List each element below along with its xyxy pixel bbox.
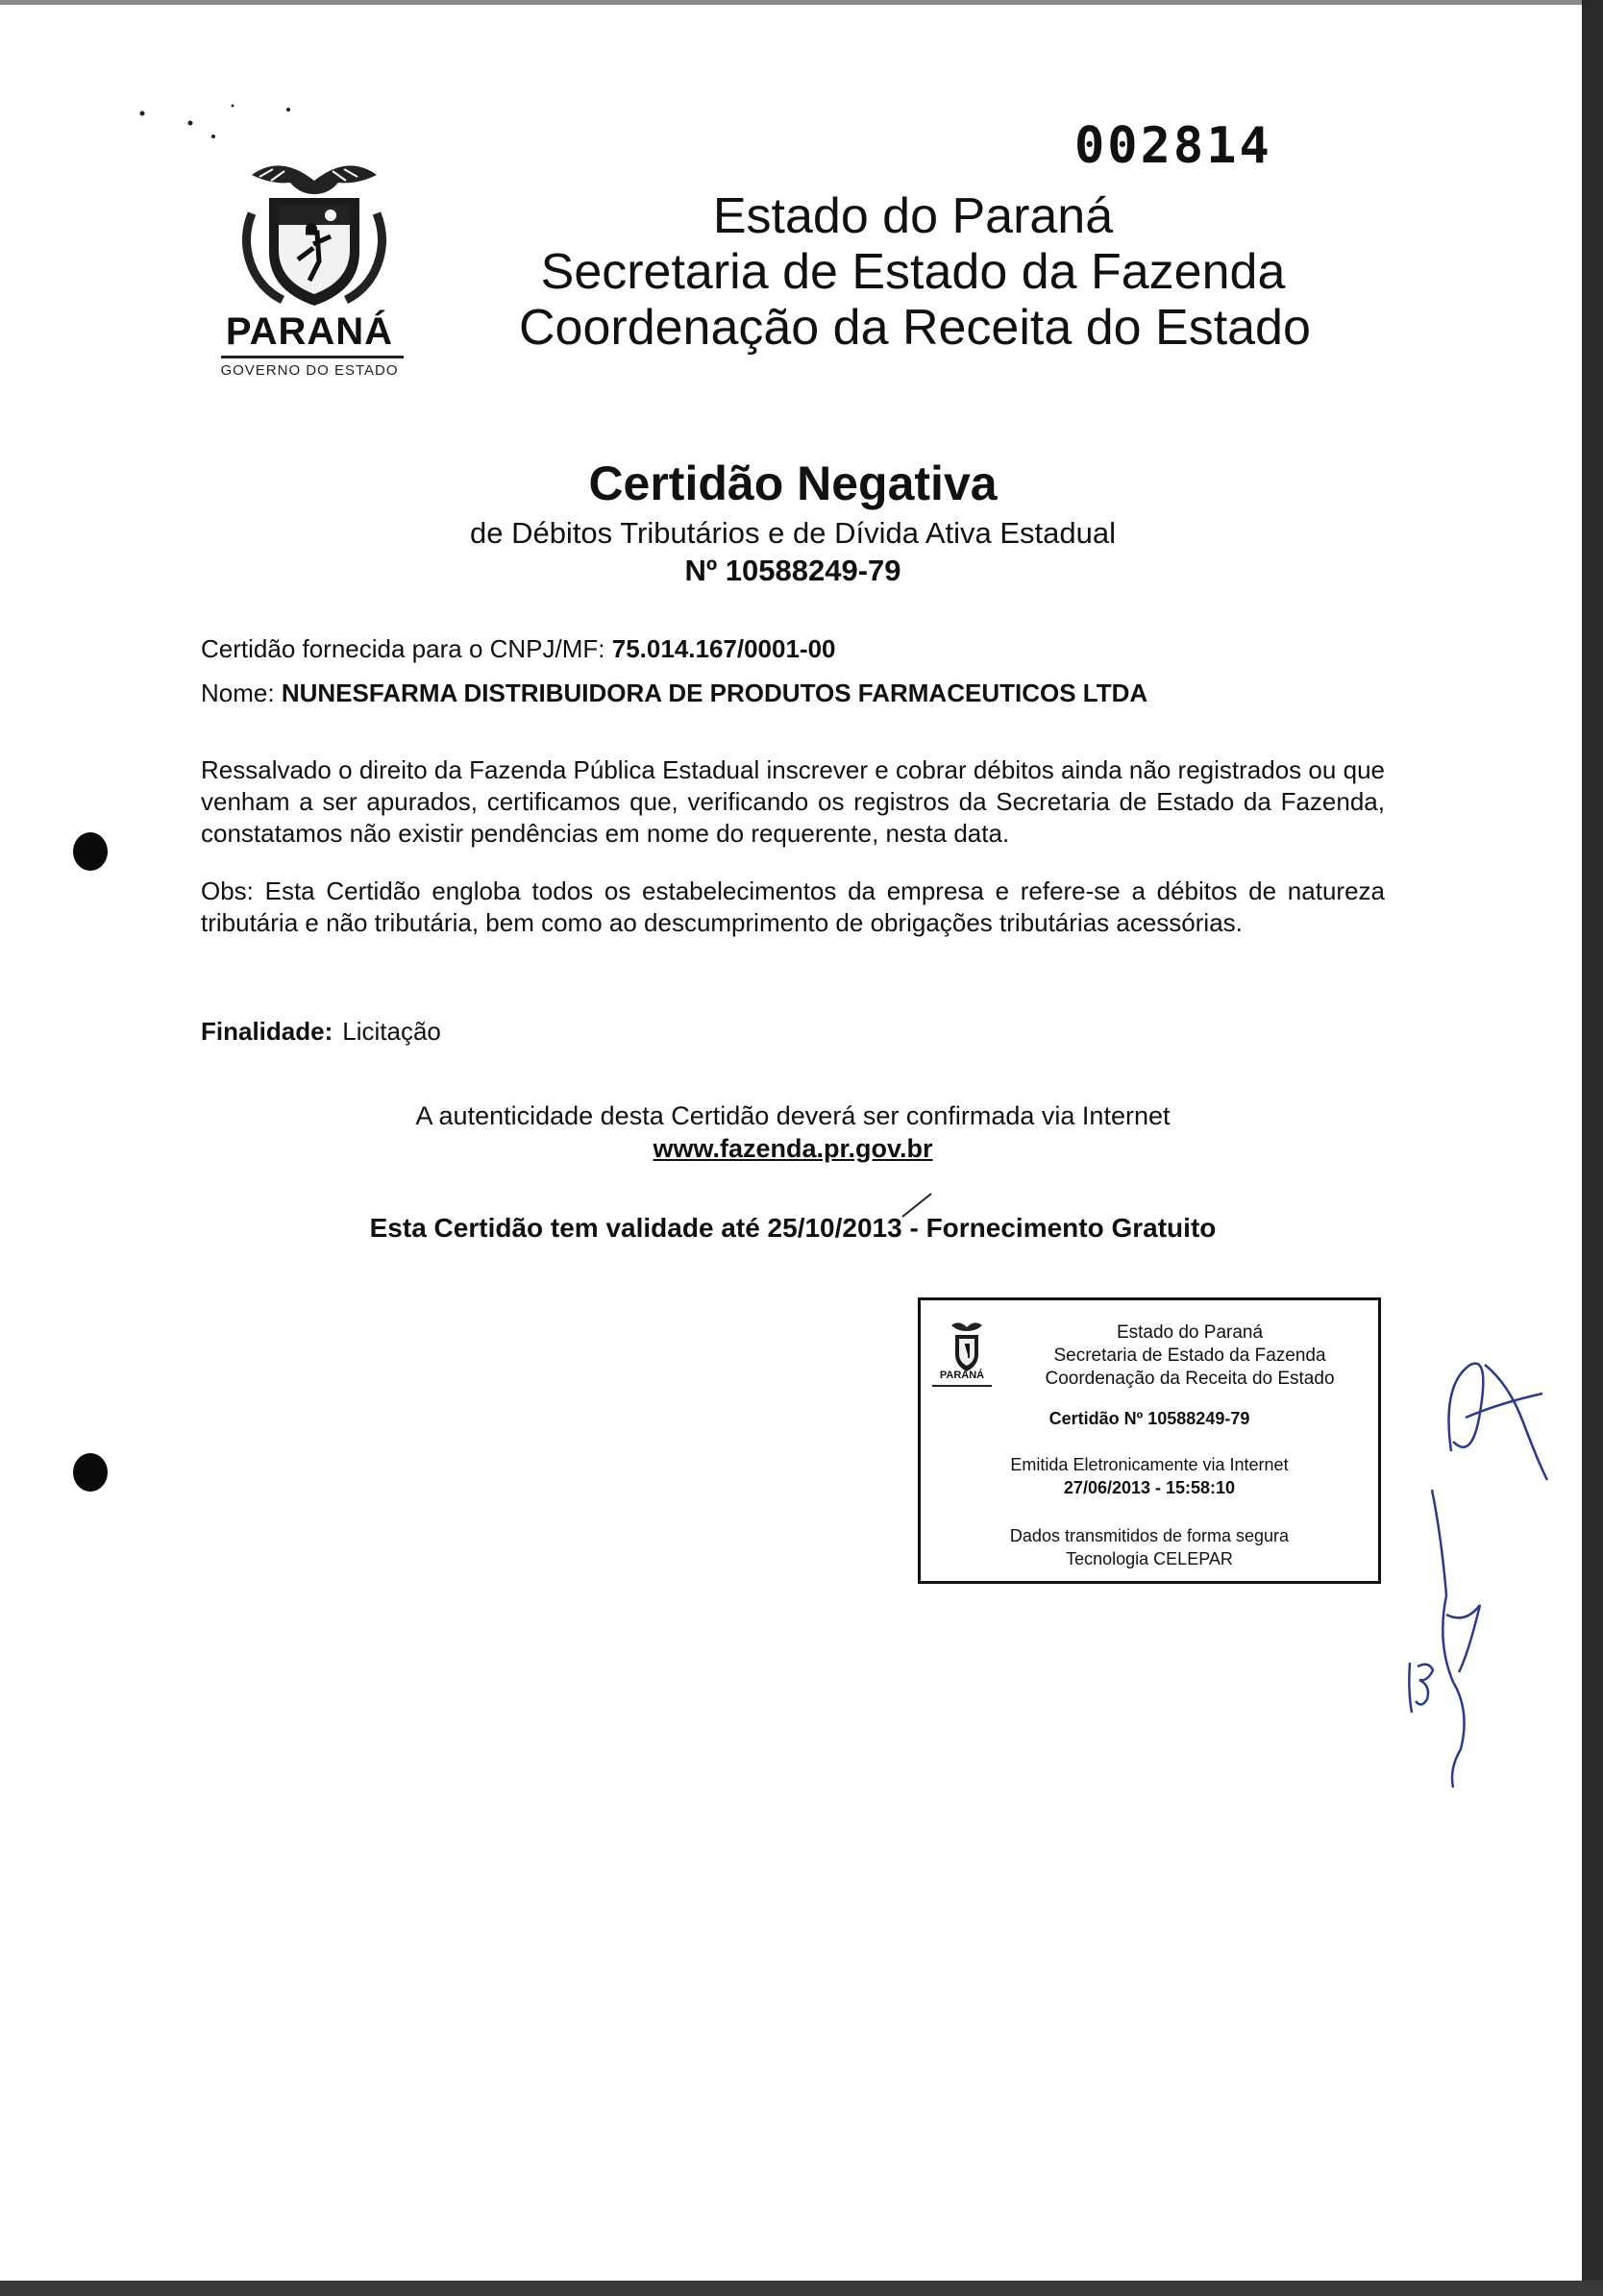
scan-edge-top xyxy=(0,0,1603,5)
stamp-header xyxy=(1012,1321,1368,1391)
header-line-secretariat: Secretaria de Estado da Fazenda xyxy=(540,244,1286,300)
header-line-coordination: Coordenação da Receita do Estado xyxy=(519,300,1311,356)
purpose-label: Finalidade: xyxy=(201,1017,333,1046)
validity-statement: Esta Certidão tem validade até 25/10/2013 - Fornecimento Gratuito xyxy=(369,1213,1217,1243)
declaration-paragraph: Ressalvado o direito da Fazenda Pública Estadual inscrever e cobrar débitos ainda não registrados ou que venham a ser apurados, certificamos que, verificando os registros da Secretaria de Estado da Fazenda, constatamos não existir pendências em nome do requerente, nesta data. xyxy=(201,755,1385,848)
name-value: NUNESFARMA DISTRIBUIDORA DE PRODUTOS FARMACEUTICOS LTDA xyxy=(281,679,1148,707)
cnpj-value: 75.014.167/0001-00 xyxy=(611,634,836,663)
name-label: Nome: xyxy=(201,679,275,707)
document-subtitle: de Débitos Tributários e de Dívida Ativa Estadual xyxy=(469,516,1117,550)
stamp-technology: Tecnologia CELEPAR xyxy=(1066,1549,1233,1568)
stamp-header-secretariat: Secretaria de Estado da Fazenda xyxy=(1053,1346,1326,1366)
handwritten-signature xyxy=(1345,1326,1586,1826)
document-number: Nº 10588249-79 xyxy=(684,554,901,587)
document-title: Certidão Negativa xyxy=(588,457,998,510)
stamp-issued-label: Emitida Eletronicamente via Internet xyxy=(1010,1455,1289,1474)
scan-specks xyxy=(135,96,327,154)
logo-divider xyxy=(221,356,404,358)
stamp-logo-divider xyxy=(932,1385,992,1387)
authenticity-url-link[interactable]: www.fazenda.pr.gov.br xyxy=(653,1134,933,1163)
purpose-value: Licitação xyxy=(342,1017,441,1046)
logo-wordmark: PARANÁ xyxy=(225,310,394,353)
protocol-number: 002814 xyxy=(1074,117,1272,175)
stamp-header-coordination: Coordenação da Receita do Estado xyxy=(1045,1369,1335,1389)
stamp-certificate-number: Certidão Nº 10588249-79 xyxy=(1048,1409,1250,1428)
electronic-issuance-stamp xyxy=(918,1297,1381,1584)
stamp-issued-datetime: 27/06/2013 - 15:58:10 xyxy=(1063,1478,1236,1497)
scan-edge-bottom xyxy=(0,2281,1603,2296)
stamp-header-state: Estado do Paraná xyxy=(1116,1322,1264,1343)
observation-paragraph: Obs: Esta Certidão engloba todos os estabelecimentos da empresa e refere-se a débitos de natureza tributária e não tributária, bem como ao descumprimento de obrigações tributárias acessórias. xyxy=(201,876,1385,937)
handwritten-page-mark xyxy=(1398,1653,1456,1720)
punch-hole-lower xyxy=(73,1453,108,1492)
logo-subtitle: GOVERNO DO ESTADO xyxy=(220,362,399,379)
stamp-transmission-label: Dados transmitidos de forma segura xyxy=(1009,1526,1290,1545)
cnpj-line xyxy=(201,634,836,664)
punch-hole-upper xyxy=(73,832,108,871)
purpose-line xyxy=(201,1017,441,1047)
header-line-state: Estado do Paraná xyxy=(712,188,1114,244)
cnpj-label: Certidão fornecida para o CNPJ/MF: xyxy=(201,634,605,663)
header-institution xyxy=(519,188,1311,356)
stamp-logo-wordmark: PARANÁ xyxy=(939,1370,985,1381)
authenticity-note: A autenticidade desta Certidão deverá ser confirmada via Internet xyxy=(415,1101,1171,1130)
name-line xyxy=(201,679,1147,708)
